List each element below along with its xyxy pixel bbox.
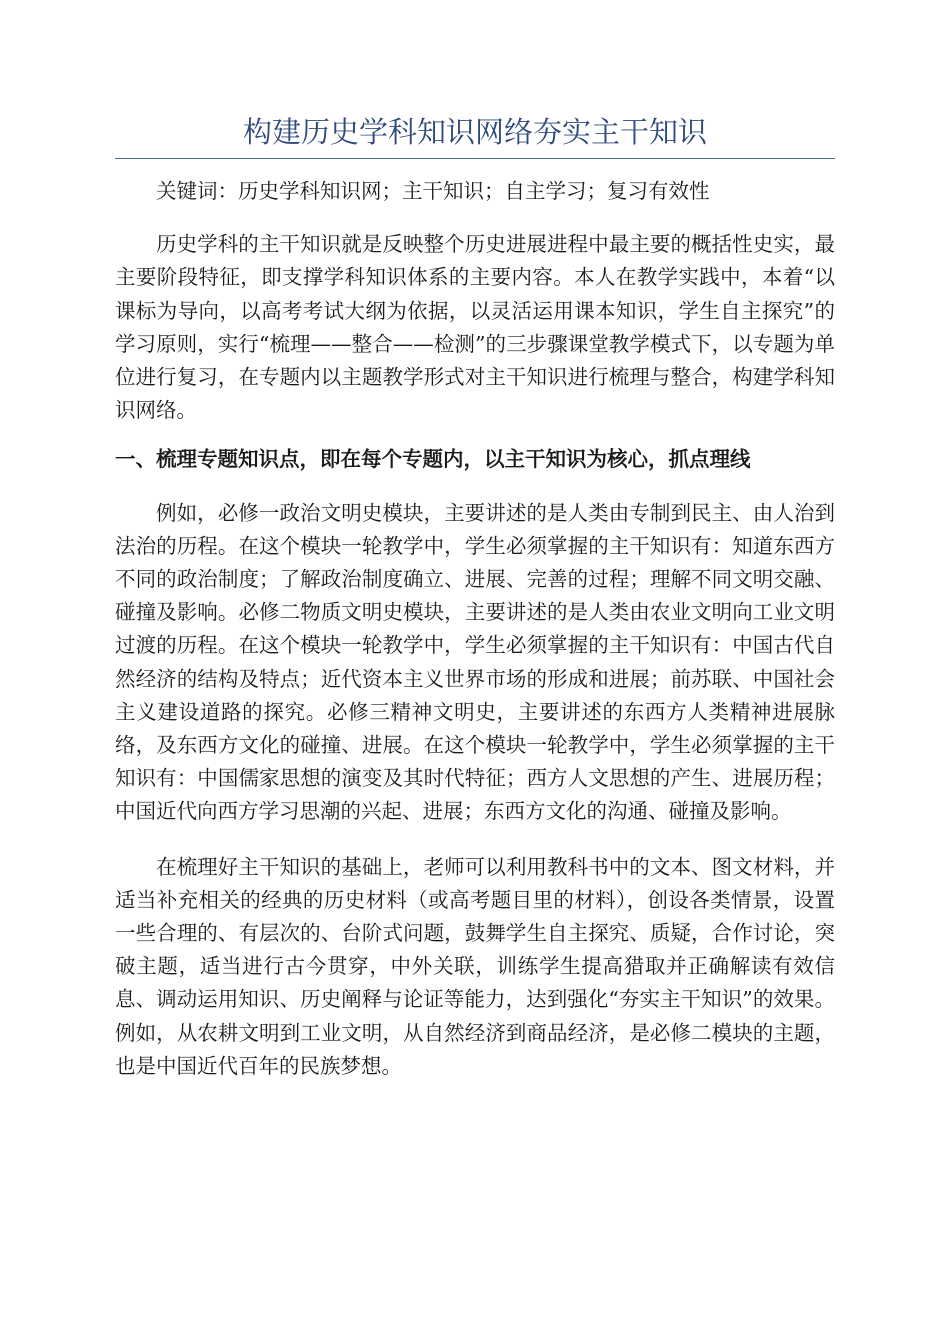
intro-paragraph: 历史学科的主干知识就是反映整个历史进展进程中最主要的概括性史实，最主要阶段特征，即支撑学科知识体系的主要内容。本人在教学实践中，本着“以课标为导向，以高考考试大纲为依据，以灵活运用课本知识，学生自主探究”的学习原则，实行“梳理——整合——检测”的三步骤课堂教学模式下，以专题为单位进行复习，在专题内以主题教学形式对主干知识进行梳理与整合，构建学科知识网络。	[115, 232, 835, 423]
body-paragraph-method: 在梳理好主干知识的基础上，老师可以利用教科书中的文本、图文材料，并适当补充相关的经典的历史材料（或高考题目里的材料），创设各类情景，设置一些合理的、有层次的、台阶式问题，鼓舞学生自主探究、质疑，合作讨论，突破主题，适当进行古今贯穿，中外关联，训练学生提高猎取并正确解读有效信息、调动运用知识、历史阐释与论证等能力，达到强化“夯实主干知识”的效果。例如，从农耕文明到工业文明，从自然经济到商品经济，是必修二模块的主题，也是中国近代百年的民族梦想。	[115, 854, 835, 1078]
document-title: 构建历史学科知识网络夯实主干知识	[242, 115, 707, 149]
title-underline	[115, 158, 835, 159]
body-paragraph-modules: 例如，必修一政治文明史模块，主要讲述的是人类由专制到民主、由人治到法治的历程。在这个模块一轮教学中，学生必须掌握的主干知识有：知道东西方不同的政治制度；了解政治制度确立、进展、完善的过程；理解不同文明交融、碰撞及影响。必修二物质文明史模块，主要讲述的是人类由农业文明向工业文明过渡的历程。在这个模块一轮教学中，学生必须掌握的主干知识有：中国古代自然经济的结构及特点；近代资本主义世界市场的形成和进展；前苏联、中国社会主义建设道路的探究。必修三精神文明史，主要讲述的东西方人类精神进展脉络，及东西方文化的碰撞、进展。在这个模块一轮教学中，学生必须掌握的主干知识有：中国儒家思想的演变及其时代特征；西方人文思想的产生、进展历程；中国近代向西方学习思潮的兴起、进展；东西方文化的沟通、碰撞及影响。	[115, 500, 835, 824]
keywords-line: 关键词：历史学科知识网；主干知识；自主学习；复习有效性	[156, 179, 710, 203]
document-page	[115, 108, 835, 1083]
section-heading: 一、梳理专题知识点，即在每个专题内，以主干知识为核心，抓点理线	[115, 447, 751, 472]
